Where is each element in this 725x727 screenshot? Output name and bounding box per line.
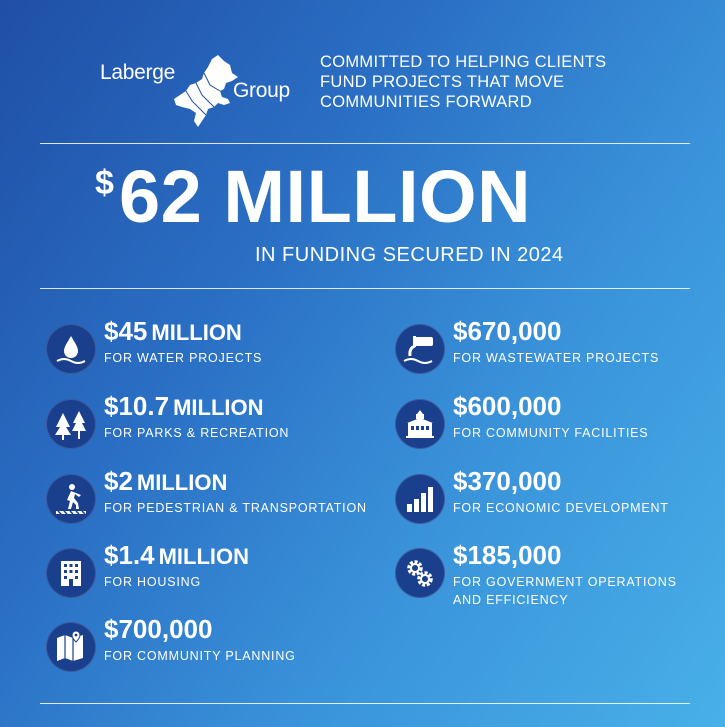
funding-item-economic xyxy=(395,466,695,532)
funding-item-wastewater xyxy=(395,316,695,382)
gears-icon xyxy=(395,548,445,598)
funding-item-water xyxy=(46,316,376,382)
funding-label-line: FOR GOVERNMENT OPERATIONS xyxy=(453,575,677,589)
town-hall-icon xyxy=(395,399,445,449)
funding-label-line: AND EFFICIENCY xyxy=(453,593,569,607)
trees-icon xyxy=(46,399,96,449)
funding-amount: $370,000 xyxy=(453,466,562,496)
funding-label: FOR COMMUNITY FACILITIES xyxy=(453,426,649,440)
funding-item-planning xyxy=(46,614,376,680)
map-icon xyxy=(46,622,96,672)
tagline-line: COMMITTED TO HELPING CLIENTS xyxy=(320,53,607,71)
bar-chart-icon xyxy=(395,474,445,524)
funding-amount: $1.4 MILLION xyxy=(104,540,250,570)
funding-label: FOR WATER PROJECTS xyxy=(104,351,263,365)
headline-currency: $ xyxy=(95,164,114,202)
funding-label: FOR PARKS & RECREATION xyxy=(104,426,290,440)
funding-item-housing xyxy=(46,540,376,606)
funding-label: FOR COMMUNITY PLANNING xyxy=(104,649,296,663)
funding-amount: $185,000 xyxy=(453,540,562,570)
funding-amount: $670,000 xyxy=(453,316,562,346)
headline-subtitle: IN FUNDING SECURED IN 2024 xyxy=(255,244,564,266)
funding-label: FOR ECONOMIC DEVELOPMENT xyxy=(453,501,669,515)
funding-item-facilities xyxy=(395,391,695,457)
funding-label: FOR HOUSING xyxy=(104,575,201,589)
funding-amount: $700,000 xyxy=(104,614,213,644)
funding-amount: $600,000 xyxy=(453,391,562,421)
logo-text-laberge: Laberge xyxy=(100,61,175,84)
funding-item-government xyxy=(395,540,695,607)
logo-text-group: Group xyxy=(233,79,290,102)
tagline xyxy=(320,52,607,112)
funding-amount: $2 MILLION xyxy=(104,466,228,496)
headline-amount: 62 MILLION xyxy=(119,155,532,238)
laberge-group-logo xyxy=(100,55,310,130)
funding-amount: $45 MILLION xyxy=(104,316,242,346)
pedestrian-icon xyxy=(46,474,96,524)
water-drop-icon xyxy=(46,324,96,374)
pipe-icon xyxy=(395,324,445,374)
funding-label: FOR WASTEWATER PROJECTS xyxy=(453,351,660,365)
building-icon xyxy=(46,548,96,598)
divider-top xyxy=(40,143,690,144)
tagline-line: COMMUNITIES FORWARD xyxy=(320,93,532,111)
divider-bottom xyxy=(40,703,690,704)
funding-item-pedestrian xyxy=(46,466,386,532)
divider-middle xyxy=(40,288,690,289)
funding-label xyxy=(453,573,677,609)
funding-item-parks xyxy=(46,391,376,457)
funding-amount: $10.7 MILLION xyxy=(104,391,264,421)
funding-label: FOR PEDESTRIAN & TRANSPORTATION xyxy=(104,501,367,515)
tagline-line: FUND PROJECTS THAT MOVE xyxy=(320,73,565,91)
